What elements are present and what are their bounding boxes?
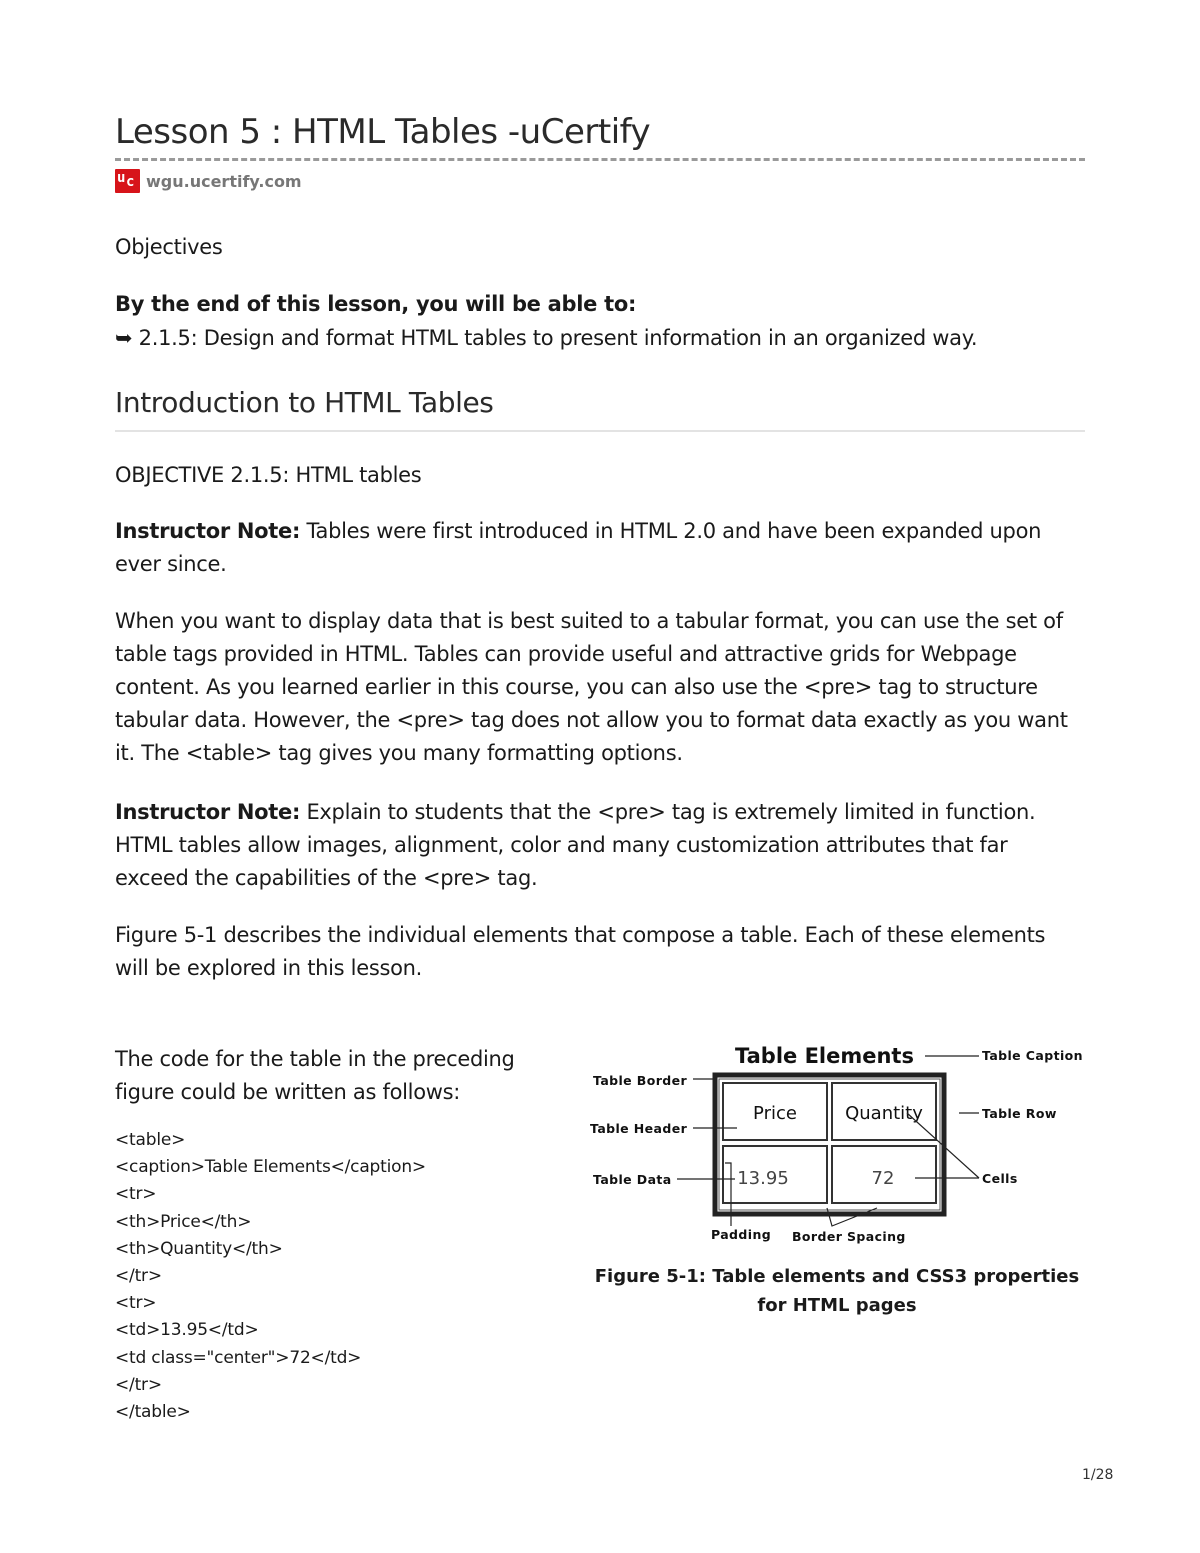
instructor-note-2 bbox=[115, 796, 1083, 895]
objective-item bbox=[115, 322, 1083, 355]
code-line: </tr> bbox=[115, 1374, 162, 1395]
figure-caption: Figure 5-1: Table elements and CSS3 properties for HTML pages bbox=[594, 1266, 1080, 1316]
section-heading: Introduction to HTML Tables bbox=[115, 386, 494, 419]
label-table-caption: Table Caption bbox=[982, 1048, 1083, 1063]
figure-reference-paragraph: Figure 5-1 describes the individual elements that compose a table. Each of these elements will be explored in this lesson. bbox=[115, 923, 1046, 980]
border-spacing-leader-line bbox=[827, 1208, 877, 1226]
code-line: <td>13.95</td> bbox=[115, 1320, 259, 1341]
data-quantity-text: 72 bbox=[871, 1168, 895, 1189]
page-number: 1/28 bbox=[1082, 1467, 1114, 1483]
instructor-note-label: Instructor Note: bbox=[115, 800, 301, 824]
intro-paragraph: When you want to display data that is best suited to a tabular format, you can use the set of table tags provided in HTML. Tables can provide useful and attractive grids for Webpage content. As you learned earlier in this course, you can also use the <pre> tag to structure tabular data. However, the <pre> tag does not allow you to format data exactly as you want it. The <table> tag gives you many formatting options. bbox=[115, 609, 1068, 765]
objective-label: OBJECTIVE 2.1.5: HTML tables bbox=[115, 463, 422, 487]
label-table-border: Table Border bbox=[593, 1073, 688, 1088]
instructor-note-text: Tables were first introduced in HTML 2.0 and have been expanded upon ever since. bbox=[115, 519, 1042, 576]
instructor-note-1 bbox=[115, 515, 1083, 581]
objectives-heading: Objectives bbox=[115, 235, 223, 259]
title-dashed-divider bbox=[115, 158, 1085, 161]
header-quantity-text: Quantity bbox=[845, 1103, 923, 1124]
figure-title: Table Elements bbox=[735, 1044, 914, 1068]
label-padding: Padding bbox=[711, 1227, 772, 1242]
header-price-text: Price bbox=[753, 1103, 797, 1124]
ucertify-logo-icon: u c bbox=[115, 169, 140, 193]
code-line: <tr> bbox=[115, 1293, 157, 1314]
label-cells: Cells bbox=[982, 1171, 1018, 1186]
instructor-note-label: Instructor Note: bbox=[115, 519, 301, 543]
code-column bbox=[115, 1043, 565, 1426]
code-line: <table> bbox=[115, 1130, 186, 1150]
objectives-lead: By the end of this lesson, you will be able to: bbox=[115, 292, 637, 316]
table-elements-diagram bbox=[587, 1038, 1087, 1253]
code-listing bbox=[115, 1127, 565, 1426]
page-title: Lesson 5 : HTML Tables -uCertify bbox=[115, 112, 651, 152]
objective-item-text: 2.1.5: Design and format HTML tables to present information in an organized way. bbox=[132, 326, 978, 350]
code-intro: The code for the table in the preceding figure could be written as follows: bbox=[115, 1047, 515, 1104]
code-line: <tr> bbox=[115, 1184, 157, 1205]
label-table-header: Table Header bbox=[590, 1121, 688, 1136]
arrow-icon: ➥ bbox=[115, 326, 133, 350]
source-link[interactable]: wgu.ucertify.com bbox=[146, 171, 302, 191]
figure-5-1 bbox=[587, 1038, 1087, 1323]
code-line: <th>Price</th> bbox=[115, 1211, 252, 1232]
code-line: </tr> bbox=[115, 1266, 162, 1287]
instructor-note-text: Explain to students that the <pre> tag is extremely limited in function. HTML tables allow images, alignment, color and many customization attributes that far exceed the capabilities of the <pre> tag. bbox=[115, 800, 1036, 890]
code-line: <caption>Table Elements</caption> bbox=[115, 1157, 426, 1178]
label-table-data: Table Data bbox=[593, 1172, 672, 1187]
code-line: <th>Quantity</th> bbox=[115, 1238, 283, 1259]
data-price-text: 13.95 bbox=[737, 1168, 789, 1189]
label-border-spacing: Border Spacing bbox=[792, 1229, 906, 1244]
code-line: </table> bbox=[115, 1402, 191, 1423]
source-attribution bbox=[115, 168, 302, 194]
code-line: <td class="center">72</td> bbox=[115, 1347, 362, 1368]
label-table-row: Table Row bbox=[982, 1106, 1057, 1121]
section-divider bbox=[115, 430, 1085, 432]
